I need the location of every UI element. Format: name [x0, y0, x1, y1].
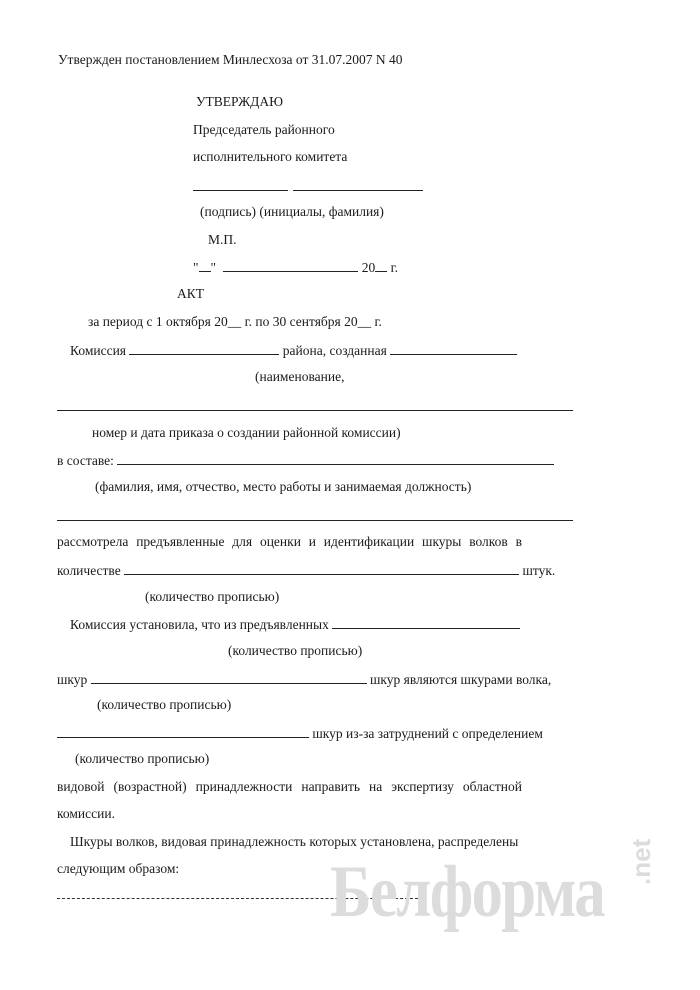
- created-by-blank[interactable]: [390, 342, 517, 355]
- wolf-skins-blank[interactable]: [91, 671, 367, 684]
- watermark-tld: .net: [626, 838, 656, 885]
- stamp-label: М.П.: [208, 232, 237, 247]
- caption-members: (фамилия, имя, отчество, место работы и занимаемая должность): [95, 479, 472, 494]
- established-line: Комиссия установила, что из предъявленных: [70, 616, 520, 633]
- approver-line2: исполнительного комитета: [193, 149, 348, 164]
- reviewed-text: рассмотрела предъявленные для оценки и идентификации шкуры волков в: [57, 534, 522, 549]
- caption-name: (наименование,: [255, 369, 345, 384]
- caption-qty-1: (количество прописью): [145, 589, 280, 604]
- approval-note: Утвержден постановлением Минлесхоза от 31.07.2007 N 40: [58, 52, 403, 67]
- difficulty-line: шкур из-за затруднений с определением: [57, 725, 543, 742]
- signature-caption: (подпись) (инициалы, фамилия): [200, 204, 384, 219]
- quantity-line: количестве штук.: [57, 563, 556, 578]
- distributed-end: следующим образом:: [57, 861, 180, 876]
- expertise-end: комиссии.: [57, 806, 115, 821]
- day-blank[interactable]: [199, 259, 211, 272]
- district-blank[interactable]: [129, 342, 279, 355]
- expertise-text: видовой (возрастной) принадлежности направить на экспертизу областной: [57, 779, 522, 794]
- caption-qty-4: (количество прописью): [75, 751, 210, 766]
- composition-line: в составе:: [57, 452, 554, 469]
- caption-order: номер и дата приказа о создании районной комиссии): [92, 425, 401, 440]
- year-blank[interactable]: [375, 259, 387, 272]
- watermark-brand: Белформа: [330, 851, 605, 933]
- approval-date: " " 20 г.: [193, 260, 399, 275]
- commission-line: Комиссия района, созданная: [70, 342, 517, 359]
- signature-blank[interactable]: [193, 190, 288, 191]
- members-blank[interactable]: [117, 452, 554, 465]
- undetermined-blank[interactable]: [57, 725, 309, 738]
- caption-qty-2: (количество прописью): [228, 643, 363, 658]
- order-blank[interactable]: [57, 410, 573, 411]
- caption-qty-3: (количество прописью): [97, 697, 232, 712]
- presented-qty-blank[interactable]: [332, 616, 520, 629]
- quantity-blank[interactable]: [124, 562, 519, 575]
- act-title: АКТ: [177, 286, 204, 301]
- skins-line: шкур шкур являются шкурами волка,: [57, 672, 552, 687]
- name-blank[interactable]: [293, 190, 423, 191]
- members-blank-2[interactable]: [57, 520, 573, 521]
- approve-title: УТВЕРЖДАЮ: [196, 94, 284, 109]
- distributed-text: Шкуры волков, видовая принадлежность которых установлена, распределены: [70, 834, 519, 849]
- month-blank[interactable]: [223, 259, 358, 272]
- act-period: за период с 1 октября 20__ г. по 30 сентября 20__ г.: [88, 314, 382, 329]
- approver-line1: Председатель районного: [193, 122, 335, 137]
